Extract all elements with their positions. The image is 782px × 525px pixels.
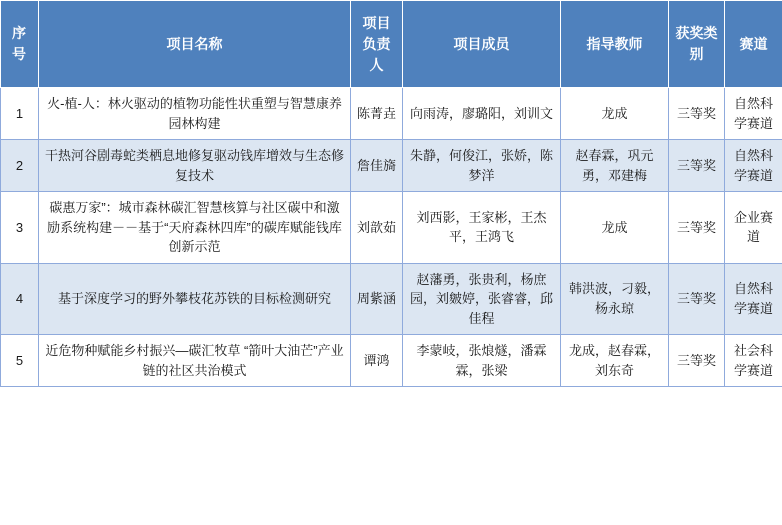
cell-members: 向雨涛，廖璐阳，刘训文 xyxy=(403,88,561,140)
table-row xyxy=(1,263,782,335)
cell-no: 5 xyxy=(1,335,39,387)
cell-award: 三等奖 xyxy=(669,88,725,140)
cell-no: 4 xyxy=(1,263,39,335)
table-header-row xyxy=(1,1,782,88)
column-header-members: 项目成员 xyxy=(403,1,561,88)
cell-project-name: 碳惠万家”：城市森林碳汇智慧核算与社区碳中和激励系统构建－－基于“天府森林四库”的碳库赋能钱库创新示范 xyxy=(39,192,351,264)
table-row xyxy=(1,140,782,192)
cell-leader: 刘歆茹 xyxy=(351,192,403,264)
cell-no: 2 xyxy=(1,140,39,192)
cell-track: 社会科学赛道 xyxy=(725,335,782,387)
cell-no: 3 xyxy=(1,192,39,264)
cell-track: 企业赛道 xyxy=(725,192,782,264)
cell-track: 自然科学赛道 xyxy=(725,263,782,335)
table-row xyxy=(1,88,782,140)
cell-track: 自然科学赛道 xyxy=(725,88,782,140)
cell-members: 朱静，何俊江，张娇，陈梦洋 xyxy=(403,140,561,192)
cell-project-name: 火-植-人：林火驱动的植物功能性状重塑与智慧康养园林构建 xyxy=(39,88,351,140)
cell-members: 赵藩勇，张贵利，杨庶园，刘皴婷，张睿睿，邱佳程 xyxy=(403,263,561,335)
cell-teacher: 赵春霖，巩元勇，邓建梅 xyxy=(561,140,669,192)
cell-teacher: 龙成 xyxy=(561,192,669,264)
cell-members: 李蒙岐，张烺燧，潘霖霖，张梁 xyxy=(403,335,561,387)
column-header-award: 获奖类别 xyxy=(669,1,725,88)
table-row xyxy=(1,335,782,387)
cell-award: 三等奖 xyxy=(669,140,725,192)
column-header-teacher: 指导教师 xyxy=(561,1,669,88)
cell-track: 自然科学赛道 xyxy=(725,140,782,192)
cell-members: 刘西影，王家彬，王杰平，王鸿飞 xyxy=(403,192,561,264)
cell-teacher: 龙成，赵春霖，刘东奇 xyxy=(561,335,669,387)
cell-award: 三等奖 xyxy=(669,335,725,387)
column-header-project-name: 项目名称 xyxy=(39,1,351,88)
cell-project-name: 近危物种赋能乡村振兴—碳汇牧草 “箭叶大油芒”产业链的社区共治模式 xyxy=(39,335,351,387)
cell-leader: 詹佳旖 xyxy=(351,140,403,192)
cell-leader: 陈菁垚 xyxy=(351,88,403,140)
cell-leader: 谭鸿 xyxy=(351,335,403,387)
column-header-no: 序号 xyxy=(1,1,39,88)
cell-project-name: 干热河谷剧毒蛇类栖息地修复驱动钱库增效与生态修复技术 xyxy=(39,140,351,192)
cell-award: 三等奖 xyxy=(669,192,725,264)
table-row xyxy=(1,192,782,264)
cell-teacher: 龙成 xyxy=(561,88,669,140)
cell-award: 三等奖 xyxy=(669,263,725,335)
table-body xyxy=(1,88,782,387)
cell-project-name: 基于深度学习的野外攀枝花苏铁的目标检测研究 xyxy=(39,263,351,335)
cell-leader: 周紫涵 xyxy=(351,263,403,335)
column-header-track: 赛道 xyxy=(725,1,782,88)
table-header xyxy=(1,1,782,88)
column-header-leader: 项目负责人 xyxy=(351,1,403,88)
cell-no: 1 xyxy=(1,88,39,140)
cell-teacher: 韩洪波，刁毅，杨永琼 xyxy=(561,263,669,335)
